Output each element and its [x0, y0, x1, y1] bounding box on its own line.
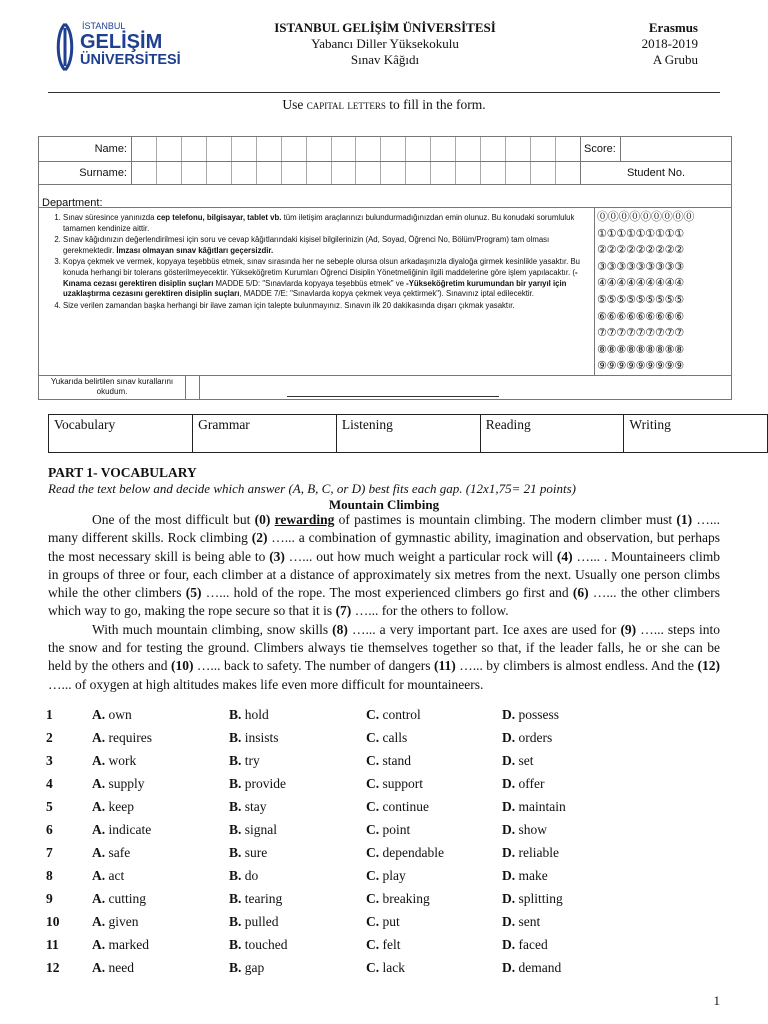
option-d[interactable]: D. make [502, 868, 548, 883]
passage-paragraph-2: With much mountain climbing, snow skills (8) …... a very important part. Ice axes are used for (9) …... steps into the snow and for testing the ground. Climbers always tie themselves together so that, if the leader falls, he or she can be held by the others and (10) …... back to safety. The number of dangers (11) …... by climbers is almost endless. And the (12) …... of oxygen at high altitudes makes life even more difficult for mountaineers. [48, 621, 720, 692]
option-a[interactable]: A. marked [92, 937, 149, 952]
bubble-row-7[interactable]: ⑦⑦⑦⑦⑦⑦⑦⑦⑦ [597, 326, 684, 340]
header-divider [48, 92, 720, 93]
option-c[interactable]: C. point [366, 822, 411, 837]
option-a[interactable]: A. indicate [92, 822, 152, 837]
option-d[interactable]: D. sent [502, 914, 541, 929]
option-b[interactable]: B. stay [229, 799, 267, 814]
option-b[interactable]: B. touched [229, 937, 288, 952]
signature-row [38, 376, 732, 400]
exam-rules [38, 207, 595, 376]
program-name: Erasmus [648, 20, 698, 35]
question-row: 5 A. keep B. stay C. continue D. maintain [46, 795, 726, 818]
option-d[interactable]: D. offer [502, 776, 545, 791]
option-a[interactable]: A. supply [92, 776, 145, 791]
option-c[interactable]: C. calls [366, 730, 408, 745]
school-name: Yabancı Diller Yüksekokulu [311, 36, 459, 51]
passage-paragraph-1: One of the most difficult but (0) rewarding of pastimes is mountain climbing. The modern climber must (1) …... many different skills. Rock climbing (2) …... a combination of gymnastic ability, imagination and observation, but perhaps the most necessary skill is being able to (3) …... out how much weight a particular rock will (4) …... . Mountaineers climb in groups of three or four, each climber at a distance of approximately six metres from the next. Usually one person climbs while the other climbers (5) …... hold of the rope. The most experienced climbers go first and (6) …... the other climbers which way to go, making the rope secure so that it is (7) …... for the others to follow. [48, 512, 721, 619]
option-d[interactable]: D. reliable [502, 845, 559, 860]
document-type: Sınav Kâğıdı [350, 52, 420, 67]
form-instruction: Use capital letters to fill in the form. [282, 97, 486, 112]
student-info-grid [38, 136, 732, 209]
section-listening: Listening [336, 415, 480, 453]
option-b[interactable]: B. hold [229, 707, 269, 722]
bubble-row-3[interactable]: ③③③③③③③③③ [597, 259, 684, 273]
logo-emblem-icon [54, 22, 76, 72]
name-field[interactable] [132, 137, 581, 162]
bubble-row-2[interactable]: ②②②②②②②②② [597, 243, 684, 257]
score-field[interactable] [621, 137, 732, 162]
section-vocabulary: Vocabulary [49, 415, 193, 453]
department-label: Department: [42, 196, 103, 209]
cell-divider [199, 376, 200, 399]
section-grammar: Grammar [193, 415, 337, 453]
option-c[interactable]: C. play [366, 868, 406, 883]
option-b[interactable]: B. sure [229, 845, 268, 860]
passage-title: Mountain Climbing [328, 497, 440, 512]
option-c[interactable]: C. control [366, 707, 421, 722]
academic-year: 2018-2019 [641, 36, 698, 51]
option-a[interactable]: A. given [92, 914, 139, 929]
score-label: Score: [581, 137, 621, 162]
bubble-row-1[interactable]: ①①①①①①①①① [597, 226, 684, 240]
option-d[interactable]: D. set [502, 753, 534, 768]
option-a[interactable]: A. safe [92, 845, 131, 860]
question-row: 8 A. act B. do C. play D. make [46, 864, 726, 887]
bubble-row-5[interactable]: ⑤⑤⑤⑤⑤⑤⑤⑤⑤ [597, 292, 684, 306]
option-c[interactable]: C. dependable [366, 845, 444, 860]
option-c[interactable]: C. continue [366, 799, 429, 814]
question-row: 6 A. indicate B. signal C. point D. show [46, 818, 726, 841]
student-no-label: Student No. [581, 162, 732, 185]
question-row: 3 A. work B. try C. stand D. set [46, 749, 726, 772]
option-d[interactable]: D. demand [502, 960, 562, 975]
question-row: 12 A. need B. gap C. lack D. demand [46, 956, 726, 979]
option-d[interactable]: D. orders [502, 730, 553, 745]
question-row: 4 A. supply B. provide C. support D. offer [46, 772, 726, 795]
surname-label: Surname: [39, 162, 132, 185]
example-answer: rewarding [274, 512, 335, 527]
option-a[interactable]: A. requires [92, 730, 152, 745]
part-title: PART 1- VOCABULARY [48, 465, 197, 480]
answer-options [46, 703, 726, 979]
option-d[interactable]: D. possess [502, 707, 560, 722]
signature-line[interactable] [287, 396, 499, 397]
question-row: 10 A. given B. pulled C. put D. sent [46, 910, 726, 933]
option-d[interactable]: D. show [502, 822, 548, 837]
bubble-row-0[interactable]: ⓪⓪⓪⓪⓪⓪⓪⓪⓪ [597, 210, 695, 223]
option-d[interactable]: D. maintain [502, 799, 566, 814]
option-c[interactable]: C. put [366, 914, 400, 929]
option-b[interactable]: B. provide [229, 776, 287, 791]
part-instructions: Read the text below and decide which answer (A, B, C, or D) best fits each gap. (12x1,75= 21 points) [48, 481, 576, 496]
option-c[interactable]: C. lack [366, 960, 405, 975]
cell-divider [185, 376, 186, 399]
bubble-row-4[interactable]: ④④④④④④④④④ [597, 276, 684, 290]
question-row: 1 A. own B. hold C. control D. possess [46, 703, 726, 726]
section-reading: Reading [480, 415, 624, 453]
option-a[interactable]: A. need [92, 960, 134, 975]
logo-line3: ÜNİVERSİTESİ [80, 52, 181, 68]
option-b[interactable]: B. insists [229, 730, 279, 745]
surname-field[interactable] [132, 162, 581, 185]
rule-item: 3. Kopya çekmek ve vermek, kopyaya teşebbüs etmek, sınav sırasında her ne sebeple olursa olsun arkadaşınızla diyaloğa girmek kesinlikle yasaktır. Bu konuda herhangi bir tolerans gösterilmeyecektir. Yükseköğretim Kurumları Öğrenci Disiplin Yönetmeliğinin ilgili maddelerine göre işlem yapılacaktır. (-Kınama cezası gerektiren disiplin suçları MADDE 5/D: "Sınavlarda kopyaya teşebbüs etmek" ve -Yükseköğretim kurumundan bir yarıyıl için uzaklaştırma cezasını gerektiren disiplin suçları, MADDE 7/E: "Sınavlarda kopya çekmek veya çektirmek"). Sınavınız iptal edilecektir. [63, 257, 586, 299]
bubble-row-9[interactable]: ⑨⑨⑨⑨⑨⑨⑨⑨⑨ [597, 359, 684, 373]
rule-item: 2. Sınav kâğıdınızın değerlendirilmesi için soru ve cevap kâğıtlarındaki kişisel bilgilerinizin (Ad, Soyad, Öğrenci No, Bölüm/Program) tam olması gerekmektedir. İmzası olmayan sınav kâğıtları geçersizdir. [63, 235, 586, 256]
option-b[interactable]: B. signal [229, 822, 278, 837]
rule-item: 1. Sınav süresince yanınızda cep telefonu, bilgisayar, tablet vb. tüm iletişim araçlarınızı bulundurmadığınızdan emin olunuz. Bu konudaki sorumluluk tamamen kendinize aittir. [63, 213, 586, 234]
bubble-row-6[interactable]: ⑥⑥⑥⑥⑥⑥⑥⑥⑥ [597, 309, 684, 323]
bubble-row-8[interactable]: ⑧⑧⑧⑧⑧⑧⑧⑧⑧ [597, 342, 684, 356]
option-b[interactable]: B. tearing [229, 891, 283, 906]
option-c[interactable]: C. felt [366, 937, 401, 952]
passage [48, 511, 720, 694]
university-logo [54, 18, 184, 74]
section-score-table [48, 414, 768, 453]
option-c[interactable]: C. breaking [366, 891, 430, 906]
question-row: 2 A. requires B. insists C. calls D. orders [46, 726, 726, 749]
acknowledge-text: Yukarıda belirtilen sınav kurallarını okudum. [50, 377, 174, 396]
option-b[interactable]: B. gap [229, 960, 265, 975]
page-number: 1 [713, 993, 720, 1008]
option-a[interactable]: A. own [92, 707, 132, 722]
department-field[interactable] [39, 185, 732, 209]
option-b[interactable]: B. pulled [229, 914, 279, 929]
name-label: Name: [39, 137, 132, 162]
exam-group: A Grubu [652, 52, 698, 67]
question-row: 11 A. marked B. touched C. felt D. faced [46, 933, 726, 956]
option-b[interactable]: B. try [229, 753, 260, 768]
question-row: 7 A. safe B. sure C. dependable D. reliable [46, 841, 726, 864]
option-a[interactable]: A. cutting [92, 891, 146, 906]
option-a[interactable]: A. keep [92, 799, 134, 814]
option-a[interactable]: A. act [92, 868, 125, 883]
section-writing: Writing [624, 415, 768, 453]
university-name: ISTANBUL GELİŞİM ÜNİVERSİTESİ [274, 20, 496, 35]
option-d[interactable]: D. faced [502, 937, 548, 952]
student-number-bubbles[interactable] [594, 207, 732, 376]
option-c[interactable]: C. support [366, 776, 423, 791]
option-c[interactable]: C. stand [366, 753, 411, 768]
option-d[interactable]: D. splitting [502, 891, 563, 906]
option-a[interactable]: A. work [92, 753, 137, 768]
logo-line2: GELİŞİM [80, 31, 163, 53]
logo-line1: İSTANBUL [82, 21, 126, 31]
rule-item: 4. Size verilen zamandan başka herhangi bir ilave zaman için talepte bulunmayınız. Sınavın ilk 20 dakikasında dışarı çıkmak yasaktır. [63, 301, 586, 312]
question-row: 9 A. cutting B. tearing C. breaking D. splitting [46, 887, 726, 910]
option-b[interactable]: B. do [229, 868, 259, 883]
